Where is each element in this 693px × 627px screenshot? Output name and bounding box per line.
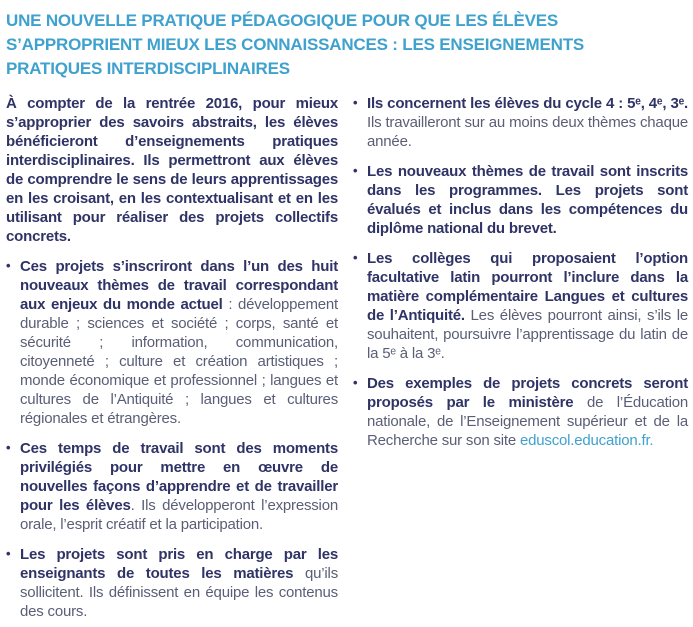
bullet-text [20, 545, 338, 621]
bullet-regular-text: . Ils développeront l’expression orale, l’esprit créatif et la participation. [20, 497, 338, 533]
bullet-bold-text: Les nouveaux thèmes de travail sont inscrits dans les programmes. Les projets sont évalués et inclus dans les compétences du diplôme national du brevet. [367, 163, 688, 237]
bullet-bold-text: Les collèges qui proposaient l’option facultative latin pourront l’inclure dans la matière complémentaire Langues et cultures de l’Antiquité. [367, 250, 688, 324]
eduscol-link[interactable]: eduscol.education.fr. [519, 432, 654, 449]
bullet-regular-text: qu’ils sollicitent. Ils définissent en équipe les contenus des cours. [20, 565, 338, 620]
bullet-icon [353, 249, 367, 363]
list-item [353, 94, 688, 151]
bullet-icon [353, 94, 367, 151]
bullet-icon [353, 162, 367, 238]
bullet-text [367, 249, 688, 363]
bullet-bold-text: Ces projets s’inscriront dans l’un des huit nouveaux thèmes de travail correspondant aux enjeux du monde actuel [20, 258, 338, 313]
bullet-icon [6, 439, 20, 534]
bullet-regular-text: de l’Éducation nationale, de l’Enseignement supérieur et de la Recherche sur son site [367, 394, 688, 449]
content-columns [6, 94, 688, 627]
bullet-bold-text: Les projets sont pris en charge par les enseignants de toutes les matières [20, 546, 338, 582]
bullet-bold-text: Des exemples de projets concrets seront proposés par le ministère [367, 375, 688, 411]
list-item [6, 439, 338, 534]
right-column [353, 94, 688, 461]
bullet-icon [6, 545, 20, 621]
list-item [353, 374, 688, 450]
bullet-regular-text: Ils travailleront sur au moins deux thèmes chaque année. [367, 114, 688, 150]
bullet-regular-text: Les élèves pourront ainsi, s’ils le souhaitent, poursuivre l’apprentissage du latin de la 5ᵉ à la 3ᵉ. [367, 307, 688, 362]
bullet-text [367, 374, 688, 450]
bullet-icon [353, 374, 367, 450]
intro-paragraph: À compter de la rentrée 2016, pour mieux s’approprier des savoirs abstraits, les élèves bénéficieront d’enseignements pratiques interdisciplinaires. Ils permettront aux élèves de comprendre le sens de leurs apprentissages en les croisant, en les contextualisant et en les utilisant pour réaliser des projets collectifs concrets. [6, 95, 338, 245]
bullet-icon [6, 257, 20, 428]
bullet-bold-text: Ces temps de travail sont des moments privilégiés pour mettre en œuvre de nouvelles façons d’apprendre et de travailler pour les élèves [20, 440, 338, 514]
bullet-text [20, 257, 338, 428]
left-column [6, 94, 338, 627]
bullet-text [367, 94, 688, 151]
list-item [6, 257, 338, 428]
bullet-text [20, 439, 338, 534]
list-item [6, 545, 338, 621]
page-title: UNE NOUVELLE PRATIQUE PÉDAGOGIQUE POUR QUE LES ÉLÈVES S’APPROPRIENT MIEUX LES CONNAISSANCES : LES ENSEIGNEMENTS PRATIQUES INTERDISCIPLINAIRES [6, 11, 585, 78]
bullet-text [367, 162, 688, 238]
bullet-bold-text: Ils concernent les élèves du cycle 4 : 5ᵉ, 4ᵉ, 3ᵉ. [367, 95, 688, 112]
list-item [353, 249, 688, 363]
bullet-regular-text: : développement durable ; sciences et société ; corps, santé et sécurité ; information, communication, citoyenneté ; culture et création artistiques ; monde économique et professionnel ; langues et cultures de l’Antiquité ; langues et cultures régionales et étrangères. [20, 296, 338, 427]
list-item [353, 162, 688, 238]
